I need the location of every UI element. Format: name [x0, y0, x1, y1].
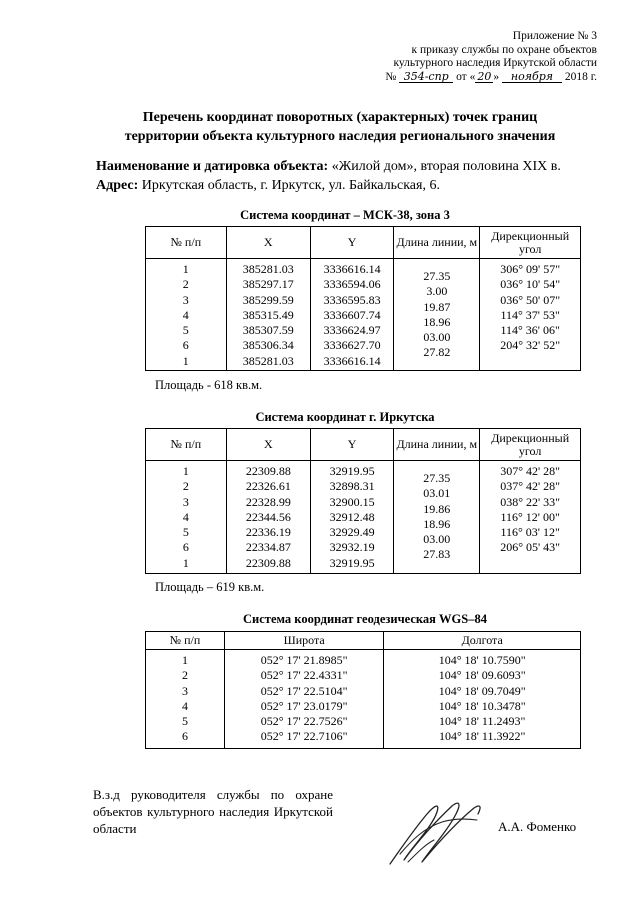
date-from: от « [456, 70, 476, 83]
num-column [146, 461, 227, 574]
cell: 03.00 [423, 330, 451, 345]
cell: 19.87 [423, 299, 451, 314]
page-title [40, 108, 639, 146]
cell: 052° 17' 22.7526" [260, 714, 348, 729]
cell: 3 [182, 292, 189, 307]
appendix-line: к приказу службы по охране объектов [411, 43, 597, 56]
num-column [146, 259, 227, 371]
cell: 19.86 [423, 501, 451, 516]
cell: 385281.03 [242, 353, 294, 368]
header-y: Y [310, 227, 393, 259]
header-lat: Широта [224, 632, 383, 650]
cell: 32929.49 [329, 525, 375, 540]
cell: 2 [182, 479, 189, 494]
cell: 3 [181, 683, 188, 698]
cell: 27.35 [423, 471, 451, 485]
header-num: № п/п [146, 227, 227, 259]
cell: 3336616.14 [323, 353, 381, 368]
object-address-row [96, 176, 561, 195]
header-length: Длина линии, м [394, 227, 480, 259]
date-quote: » [493, 70, 500, 83]
cell: 27.35 [423, 269, 451, 283]
lat-column [224, 650, 383, 749]
title-line: Перечень координат поворотных (характерных) точек границ [142, 110, 538, 125]
appendix-header [337, 30, 597, 84]
cell: 03.00 [423, 532, 451, 547]
cell: 385306.34 [242, 338, 294, 353]
cell: 22309.88 [245, 555, 291, 570]
cell: 385299.59 [242, 292, 294, 307]
cell: 052° 17' 22.5104" [260, 683, 348, 698]
cell: 18.96 [423, 516, 451, 531]
x-column [226, 461, 310, 574]
cell: 3336616.14 [323, 262, 381, 276]
header-x: X [226, 429, 310, 461]
y-column [310, 461, 393, 574]
cell: 116° 03' 12" [500, 525, 560, 540]
cell: 1 [182, 353, 189, 368]
cell: 206° 05' 43" [500, 540, 561, 555]
cell: 1 [182, 555, 189, 570]
cell: 3336624.97 [323, 323, 381, 338]
object-name-row [96, 157, 561, 176]
msk-table [145, 226, 581, 371]
object-name-value: «Жилой дом», вторая половина XIX в. [331, 159, 561, 174]
wgs-caption: Система координат геодезическая WGS–84 [243, 612, 487, 626]
cell: 4 [182, 509, 189, 524]
msk-caption: Система координат – МСК-38, зона 3 [240, 208, 450, 222]
angle-column [480, 461, 581, 574]
header-y: Y [310, 429, 393, 461]
cell: 22344.56 [245, 509, 291, 524]
cell: 22336.19 [245, 525, 291, 540]
cell: 22326.61 [245, 479, 291, 494]
cell: 116° 12' 00" [500, 509, 560, 524]
cell: 2 [181, 668, 188, 683]
cell: 4 [181, 698, 188, 713]
header-length: Длина линии, м [394, 429, 480, 461]
order-number: 354-спр [399, 71, 453, 83]
cell: 5 [182, 525, 189, 540]
length-column [394, 461, 480, 574]
cell: 5 [181, 714, 188, 729]
object-name-label: Наименование и датировка объекта: [96, 159, 329, 174]
order-day: 20 [477, 69, 492, 83]
signatory-name: А.А. Фоменко [498, 819, 577, 834]
cell: 3336627.70 [323, 338, 381, 353]
cell: 22309.88 [245, 464, 291, 478]
title-line: территории объекта культурного наследия регионального значения [124, 129, 556, 144]
cell: 385297.17 [242, 277, 294, 292]
signatory-position: В.з.д руководителя службы по охране объектов культурного наследия Иркутской области [93, 787, 333, 836]
cell: 385281.03 [242, 262, 294, 276]
cell: 306° 09' 57" [500, 262, 561, 276]
cell: 5 [182, 323, 189, 338]
appendix-line: культурного наследия Иркутской области [393, 57, 597, 69]
cell: 385307.59 [242, 323, 294, 338]
header-angle: Дирекционный угол [480, 429, 581, 461]
cell: 2 [182, 277, 189, 292]
cell: 1 [182, 464, 189, 478]
msk-area: Площадь - 618 кв.м. [155, 378, 263, 392]
cell: 03.01 [423, 486, 451, 501]
cell: 3 [182, 494, 189, 509]
cell: 036° 50' 07" [500, 292, 561, 307]
cell: 27.83 [423, 547, 451, 562]
irk-area: Площадь – 619 кв.м. [155, 580, 265, 594]
y-column [310, 259, 393, 371]
cell: 052° 17' 22.4331" [260, 668, 348, 683]
cell: 052° 17' 21.8985" [260, 653, 348, 667]
cell: 6 [181, 729, 188, 744]
cell: 114° 36' 06" [500, 323, 560, 338]
cell: 385315.49 [242, 307, 294, 322]
cell: 104° 18' 11.3922" [438, 729, 526, 744]
cell: 037° 42' 28" [500, 479, 561, 494]
header-angle: Дирекционный угол [480, 227, 581, 259]
cell: 22328.99 [245, 494, 291, 509]
irk-table [145, 428, 581, 574]
cell: 307° 42' 28" [500, 464, 561, 478]
cell: 204° 32' 52" [500, 338, 561, 353]
cell: 32919.95 [329, 464, 375, 478]
cell: 104° 18' 10.3478" [438, 698, 526, 713]
cell: 036° 10' 54" [500, 277, 561, 292]
wgs-table [145, 631, 581, 749]
x-column [226, 259, 310, 371]
cell: 114° 37' 53" [500, 307, 560, 322]
object-info [96, 157, 561, 195]
cell: 32932.19 [329, 540, 375, 555]
cell: 104° 18' 11.2493" [438, 714, 526, 729]
header-num: № п/п [146, 429, 227, 461]
cell: 1 [181, 653, 188, 667]
object-address-value: Иркутская область, г. Иркутск, ул. Байкальская, 6. [141, 178, 440, 193]
number-prefix: № [385, 70, 397, 83]
angle-column [480, 259, 581, 371]
lon-column [384, 650, 581, 749]
cell: 4 [182, 307, 189, 322]
num-column [146, 650, 225, 749]
order-year: 2018 г. [564, 70, 597, 83]
cell: 22334.87 [245, 540, 291, 555]
length-column [394, 259, 480, 371]
cell: 104° 18' 10.7590" [438, 653, 526, 667]
header-num: № п/п [146, 632, 225, 650]
cell: 32912.48 [329, 509, 375, 524]
header-x: X [226, 227, 310, 259]
cell: 3336607.74 [323, 307, 381, 322]
cell: 3336594.06 [323, 277, 381, 292]
cell: 052° 17' 23.0179" [260, 698, 348, 713]
cell: 052° 17' 22.7106" [260, 729, 348, 744]
cell: 038° 22' 33" [500, 494, 561, 509]
handwritten-signature [382, 792, 492, 872]
cell: 27.82 [423, 345, 451, 360]
cell: 32919.95 [329, 555, 375, 570]
cell: 32898.31 [329, 479, 375, 494]
cell: 104° 18' 09.7049" [438, 683, 526, 698]
cell: 18.96 [423, 314, 451, 329]
cell: 3336595.83 [323, 292, 381, 307]
cell: 3.00 [426, 284, 448, 299]
appendix-line: Приложение № 3 [512, 30, 597, 42]
irk-caption: Система координат г. Иркутска [255, 410, 435, 424]
cell: 32900.15 [329, 494, 375, 509]
order-month: ноября [502, 71, 562, 83]
cell: 6 [182, 338, 189, 353]
cell: 1 [182, 262, 189, 276]
object-address-label: Адрес: [96, 178, 139, 193]
cell: 6 [182, 540, 189, 555]
order-number-line [337, 71, 597, 85]
header-lon: Долгота [384, 632, 581, 650]
cell: 104° 18' 09.6093" [438, 668, 526, 683]
